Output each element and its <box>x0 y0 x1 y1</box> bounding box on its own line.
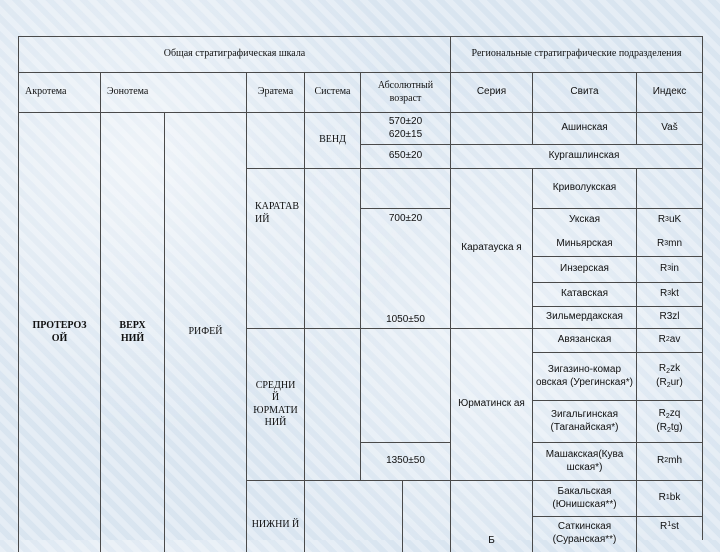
sistema-vend: ВЕНД <box>304 112 360 168</box>
col-eonotema: Эонотема <box>100 72 246 112</box>
index-mn-code: mn <box>668 237 683 249</box>
col-age: Абсолютный возраст <box>360 72 450 112</box>
index-tg-code: tg) <box>670 421 683 433</box>
index-ur-code: ur) <box>670 376 683 388</box>
age-krivoluk-empty <box>360 168 450 208</box>
eratema-rifey: РИФЕЙ <box>164 112 246 552</box>
index-mh-r: R <box>656 455 665 467</box>
index-kt <box>636 282 702 306</box>
svita-zilmerdak: Зильмердакская <box>532 306 636 328</box>
table-right-border <box>702 36 703 540</box>
index-uk <box>636 208 702 232</box>
age-620: 620±15 <box>388 128 423 140</box>
index-mh-sub: 2 <box>664 457 669 465</box>
index-in <box>636 256 702 282</box>
index-mn <box>636 232 702 256</box>
index-kt-r: R <box>660 288 668 300</box>
age-yurmata-empty <box>360 328 450 442</box>
svita-inzer: Инзерская <box>532 256 636 282</box>
index-zq-sub: 2 <box>665 412 670 420</box>
col-seriya: Серия <box>450 72 532 112</box>
index-av-r: R <box>658 334 666 346</box>
index-zq <box>636 400 702 442</box>
age-bottom-empty <box>402 480 450 552</box>
akrotema-proterozoy: ПРОТЕРОЗ ОЙ <box>18 112 100 552</box>
index-st-code: st <box>671 521 679 532</box>
col-akrotema: Акротема <box>18 72 100 112</box>
eratema-nizhniy: НИЖНИ Й <box>246 480 304 552</box>
index-bk-code: bk <box>669 492 681 504</box>
svita-ukskaya: Укская <box>532 208 636 232</box>
svita-katav: Катавская <box>532 282 636 306</box>
sistema-empty-3 <box>304 480 402 552</box>
age-570: 570±20 <box>388 116 423 127</box>
index-zq-line1 <box>659 408 681 422</box>
index-zk-r: R <box>658 362 667 374</box>
index-st-r: R <box>660 521 668 532</box>
age-700-1050 <box>360 208 450 328</box>
index-zk-sub: 2 <box>666 367 671 375</box>
svita-mashak: Машакская(Кува шская*) <box>532 442 636 480</box>
index-av-sub: 2 <box>665 336 670 344</box>
index-zq-r: R <box>658 407 666 419</box>
index-kt-sub: 3 <box>667 290 672 298</box>
index-zk-line2 <box>656 377 683 391</box>
svita-avzyan: Авязанская <box>532 328 636 352</box>
col-index: Индекс <box>636 72 702 112</box>
index-zq-line2 <box>656 422 682 436</box>
index-in-r: R <box>660 263 668 275</box>
eratema-sredniy: СРЕДНИ Й ЮРМАТИ НИЙ <box>246 328 304 480</box>
seriya-bottom: Б <box>450 480 532 552</box>
index-mh <box>636 442 702 480</box>
svita-ashinskaya: Ашинская <box>532 112 636 144</box>
index-st-sub: 1 <box>667 521 672 528</box>
col-eratema: Эратема <box>246 72 304 112</box>
index-in-code: in <box>671 263 679 275</box>
svita-zigalga: Зигальгинская (Таганайская*) <box>532 400 636 442</box>
index-tg-r: (R <box>656 421 667 433</box>
age-650: 650±20 <box>360 144 450 168</box>
svita-krivoluk: Криволукская <box>532 168 636 208</box>
index-zk-line1 <box>659 363 680 377</box>
eonotema-verkhniy: ВЕРХ НИЙ <box>100 112 164 552</box>
age-1050: 1050±50 <box>386 313 425 325</box>
index-mh-code: mh <box>668 455 683 467</box>
svita-bakal: Бакальская (Юнишская**) <box>532 480 636 516</box>
age-700: 700±20 <box>388 213 423 224</box>
index-bk-r: R <box>658 492 666 504</box>
index-zk-code: zk <box>670 362 681 374</box>
svita-kurgashlinskaya-label: Кургашлинская <box>548 150 620 162</box>
index-uk-r: R <box>657 214 666 226</box>
index-vash: Vaš <box>636 112 702 144</box>
index-zq-code: zq <box>669 407 681 419</box>
seriya-karatauskaya: Каратауска я <box>450 168 532 328</box>
index-bk-sub: 1 <box>665 494 670 502</box>
svita-minyar: Миньярская <box>532 232 636 256</box>
eratema-karatavskiy: КАРАТАВ ИЙ <box>246 168 304 328</box>
col-svita: Свита <box>532 72 636 112</box>
index-kt-code: kt <box>671 288 679 300</box>
sistema-empty-2 <box>304 328 360 480</box>
col-sistema: Система <box>304 72 360 112</box>
index-bk <box>636 480 702 516</box>
index-st <box>636 516 702 552</box>
index-zl: R3zl <box>636 306 702 328</box>
index-uk-sub: 3 <box>665 216 669 224</box>
index-ur-r: (R <box>656 376 667 388</box>
seriya-yurmatinskaya: Юрматинск ая <box>450 328 532 480</box>
svita-satka: Саткинская (Суранская**) <box>532 516 636 552</box>
svita-zigazino: Зигазино-комар овская (Урегинская*) <box>532 352 636 400</box>
index-av <box>636 328 702 352</box>
index-mn-sub: 3 <box>664 239 669 247</box>
index-in-sub: 3 <box>667 265 672 273</box>
index-krivoluk-empty <box>636 168 702 208</box>
header-regional: Региональные стратиграфические подразделения <box>450 36 702 72</box>
header-general-scale: Общая стратиграфическая шкала <box>18 36 450 72</box>
index-zk <box>636 352 702 400</box>
svita-kurgashlinskaya <box>360 144 702 168</box>
index-mn-r: R <box>656 237 665 249</box>
index-uk-code: uK <box>668 214 682 226</box>
age-570-620 <box>360 112 450 144</box>
age-1350: 1350±50 <box>360 442 450 480</box>
sistema-empty-1 <box>304 168 360 328</box>
index-ur-sub: 2 <box>666 381 671 389</box>
eratema-empty-top <box>246 112 304 168</box>
index-av-code: av <box>669 334 681 346</box>
index-tg-sub: 2 <box>666 426 671 434</box>
